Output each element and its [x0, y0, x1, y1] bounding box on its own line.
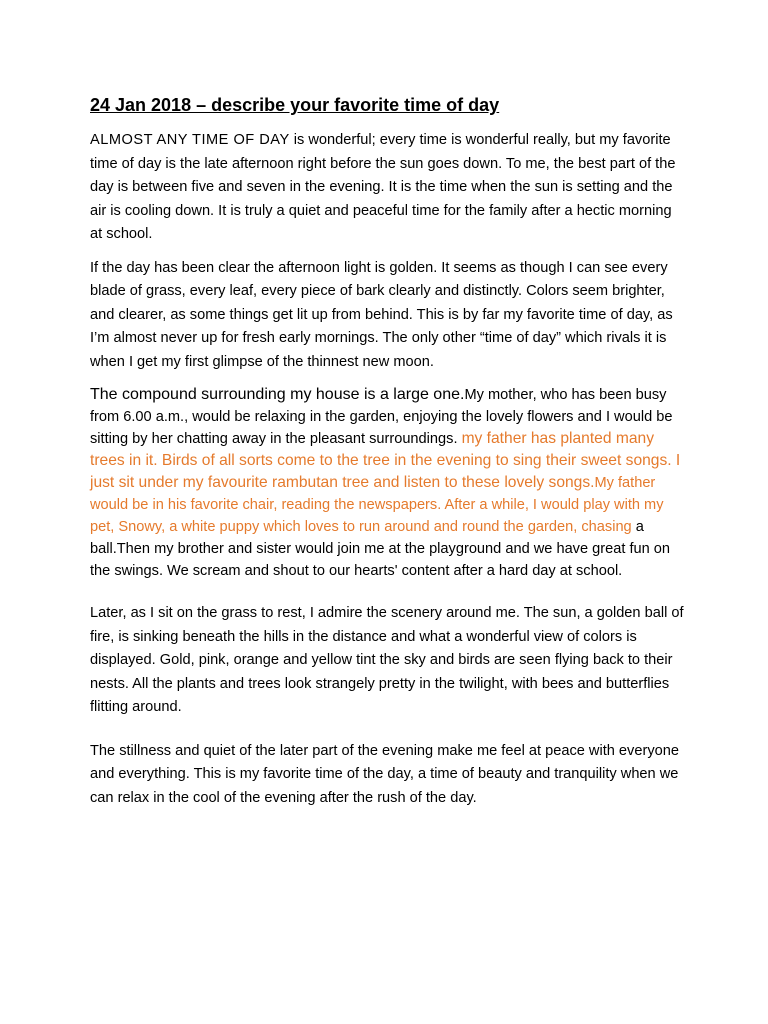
paragraph-3-end: a ball.Then my brother and sister would join me at the playground and we have great fun on the swings. We scream and shout to our hearts' content after a hard day at school.: [90, 519, 671, 579]
paragraph-3-text: My mother, who has been busy from 6.00 a.m., would be relaxing in the garden, enjoying the lovely flowers and I would be sitting by her chatting away in the pleasant surroundings.: [90, 387, 673, 447]
document-page: [90, 93, 686, 820]
paragraph-3: [90, 384, 686, 582]
paragraph-5: The stillness and quiet of the later part of the evening make me feel at peace with everyone and everything. This is my favorite time of the day, a time of beauty and tranquility when we can relax in the cool of the evening after the rush of the day.: [90, 742, 679, 806]
paragraph-1-text: is wonderful; every time is wonderful really, but my favorite time of day is the late afternoon right before the sun goes down. To me, the best part of the day is between five and seven in the evening. It is the time when the sun is setting and the air is cooling down. It is truly a quiet and peaceful time for the family after a hectic morning at school.: [90, 132, 676, 242]
paragraph-4: Later, as I sit on the grass to rest, I admire the scenery around me. The sun, a golden ball of fire, is sinking beneath the hills in the distance and what a wonderful view of colors is displayed. Gold, pink, orange and yellow tint the sky and birds are seen flying back to their nests. All the plants and trees look strangely pretty in the twilight, with bees and butterflies flitting around.: [90, 605, 684, 715]
document-title: 24 Jan 2018 – describe your favorite time of day: [90, 95, 500, 115]
paragraph-3-lead: The compound surrounding my house is a large one.: [90, 386, 465, 403]
paragraph-3-orange: My father would be in his favorite chair, reading the newspapers. After a while, I would play with my pet, Snowy, a white puppy which loves to run around and round the garden, chasing: [90, 475, 664, 535]
paragraph-3-orange-large: my father has planted many trees in it. Birds of all sorts come to the tree in the evening to sing their sweet songs. I just sit under my favourite rambutan tree and listen to these lovely songs.: [90, 430, 681, 491]
paragraph-1: [90, 129, 686, 247]
paragraph-2: If the day has been clear the afternoon light is golden. It seems as though I can see every blade of grass, every leaf, every piece of bark clearly and distinctly. Colors seem brighter, and clearer, as some things get lit up from behind. This is by far my favorite time of day, as I’m almost never up for fresh early mornings. The only other “time of day” which rivals it is when I get my first glimpse of the thinnest new moon.: [90, 259, 673, 370]
paragraph-1-lead: ALMOST ANY TIME OF DAY: [90, 132, 290, 148]
